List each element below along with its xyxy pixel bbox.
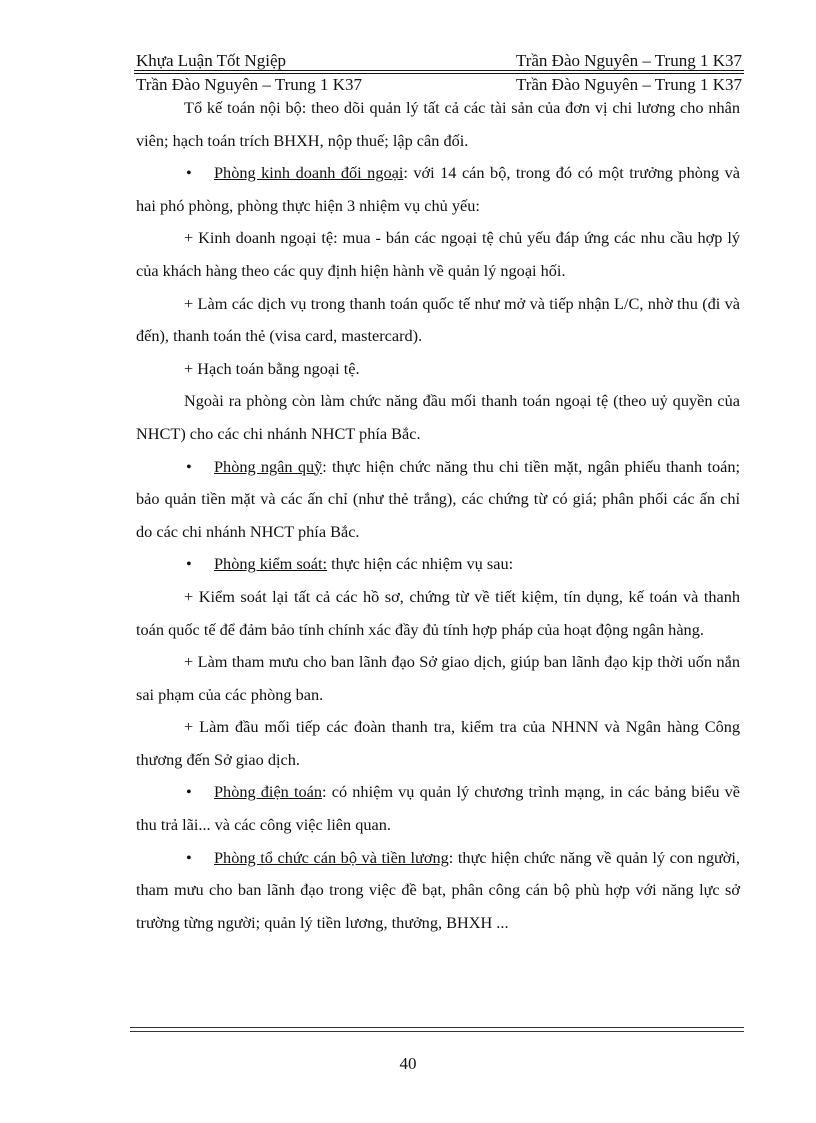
bullet-text: : có nhiệm vụ quản lý chương trình mạng, in các bảng biểu về thu trả lãi... và các công việc liên quan. — [136, 782, 740, 835]
bullet-dot: • — [186, 163, 192, 183]
bullet-title: Phòng điện toán — [214, 782, 323, 802]
bullet-dot: • — [186, 847, 192, 867]
header-author-repeat-left: Trần Đào Nguyên – Trung 1 K37 — [136, 75, 363, 94]
bullet-title: Phòng ngân quỹ — [214, 456, 323, 476]
bullet-control — [136, 548, 740, 581]
sub-item-fx-trading: + Kinh doanh ngoại tệ: mua - bán các ngoại tệ chủ yếu đáp ứng các nhu cầu hợp lý của khách hàng theo các quy định hiện hành về quản lý ngoại hối. — [136, 228, 740, 280]
bullet-text: : thực hiện chức năng về quản lý con người, tham mưu cho ban lãnh đạo trong việc đề bạt, phân công cán bộ phù hợp với năng lực sở trường từng người; quản lý tiền lương, thưởng, BHXH ... — [136, 847, 740, 932]
running-header — [136, 51, 742, 71]
footer-rule — [130, 1027, 744, 1032]
bullet-computing — [136, 776, 740, 841]
header-rule — [134, 70, 744, 74]
page-number: 40 — [399, 1054, 417, 1073]
header-author-repeat-right: Trần Đào Nguyên – Trung 1 K37 — [515, 75, 742, 94]
bullet-title: Phòng kiểm soát: — [214, 554, 328, 574]
bullet-foreign-business — [136, 157, 740, 222]
page-body — [136, 92, 740, 939]
header-author: Trần Đào Nguyên – Trung 1 K37 — [515, 51, 742, 70]
bullet-dot: • — [186, 554, 192, 574]
sub-item-inspection-liaison: + Làm đầu mối tiếp các đoàn thanh tra, kiểm tra của NHNN và Ngân hàng Công thương đến Sở giao dịch. — [136, 717, 740, 769]
paragraph-internal-accounting: Tổ kế toán nội bộ: theo dõi quản lý tất cả các tài sản của đơn vị chi lương cho nhân viên; hạch toán trích BHXH, nộp thuế; lập cân đối. — [136, 98, 740, 150]
sub-item-record-check: + Kiểm soát lại tất cả các hồ sơ, chứng từ về tiết kiệm, tín dụng, kế toán và thanh toán quốc tế để đảm bảo tính chính xác đầy đủ tính hợp pháp của hoạt động ngân hàng. — [136, 586, 740, 639]
bullet-text: : thực hiện chức năng thu chi tiền mặt, ngân phiếu thanh toán; bảo quản tiền mặt và các ấn chỉ (như thẻ trắng), các chứng từ có giá; phân phối các ấn chỉ do các chi nhánh NHCT phía Bắc. — [136, 456, 740, 541]
bullet-treasury — [136, 451, 740, 549]
sub-item-international-payment: + Làm các dịch vụ trong thanh toán quốc tế như mở và tiếp nhận L/C, nhờ thu (đi và đến), thanh toán thẻ (visa card, mastercard). — [136, 293, 740, 346]
sub-item-advisory: + Làm tham mưu cho ban lãnh đạo Sở giao dịch, giúp ban lãnh đạo kịp thời uốn nắn sai phạm của các phòng ban. — [136, 652, 740, 704]
bullet-dot: • — [186, 456, 192, 476]
bullet-text: : với 14 cán bộ, trong đó có một trưởng phòng và hai phó phòng, phòng thực hiện 3 nhiệm vụ chủ yếu: — [136, 163, 741, 215]
header-thesis-title: Khựa Luận Tốt Ngiệp — [136, 51, 287, 70]
sub-item-fx-accounting: + Hạch toán bằng ngoại tệ. — [184, 358, 360, 378]
paragraph-fx-hub: Ngoài ra phòng còn làm chức năng đầu mối thanh toán ngoại tệ (theo uỷ quyền của NHCT) cho các chi nhánh NHCT phía Bắc. — [136, 391, 740, 443]
bullet-dot: • — [186, 782, 192, 802]
bullet-text: thực hiện các nhiệm vụ sau: — [327, 554, 514, 574]
bullet-personnel — [136, 842, 740, 940]
bullet-title: Phòng kinh doanh đối ngoại — [214, 163, 404, 183]
bullet-title: Phòng tổ chức cán bộ và tiền lương — [214, 847, 449, 867]
